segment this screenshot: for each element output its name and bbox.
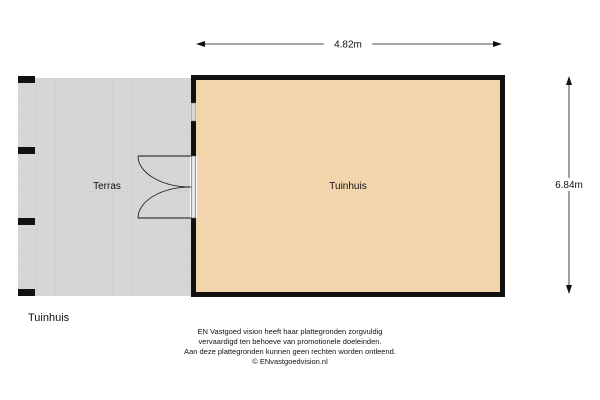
- plan-title: Tuinhuis: [28, 312, 70, 324]
- terras-post: [18, 218, 35, 225]
- height-dimension-label: 6.84m: [555, 180, 583, 191]
- height-arrow-top: [566, 76, 572, 85]
- wall-right: [500, 75, 505, 297]
- disclaimer: [90, 327, 490, 367]
- terras-label: Terras: [93, 181, 121, 192]
- width-dimension-label: 4.82m: [334, 39, 362, 51]
- window: [192, 103, 196, 121]
- disclaimer-copyright: © ENvastgoedvision.nl: [252, 357, 328, 366]
- wall-top: [191, 75, 505, 80]
- wall-bottom: [191, 292, 505, 297]
- width-arrow-left: [196, 41, 205, 47]
- disclaimer-line: Aan deze plattegronden kunnen geen rechten worden ontleend.: [184, 347, 396, 356]
- tuinhuis-label: Tuinhuis: [329, 181, 367, 192]
- terras-post: [18, 147, 35, 154]
- terras-post: [18, 76, 35, 83]
- terras-post: [18, 289, 35, 296]
- disclaimer-line: EN Vastgoed vision heeft haar plattegronden zorgvuldig: [197, 327, 383, 336]
- door-frame: [192, 156, 196, 218]
- width-arrow-right: [493, 41, 502, 47]
- height-arrow-bottom: [566, 285, 572, 294]
- disclaimer-line: vervaardigd ten behoeve van promotionele doeleinden.: [198, 337, 382, 346]
